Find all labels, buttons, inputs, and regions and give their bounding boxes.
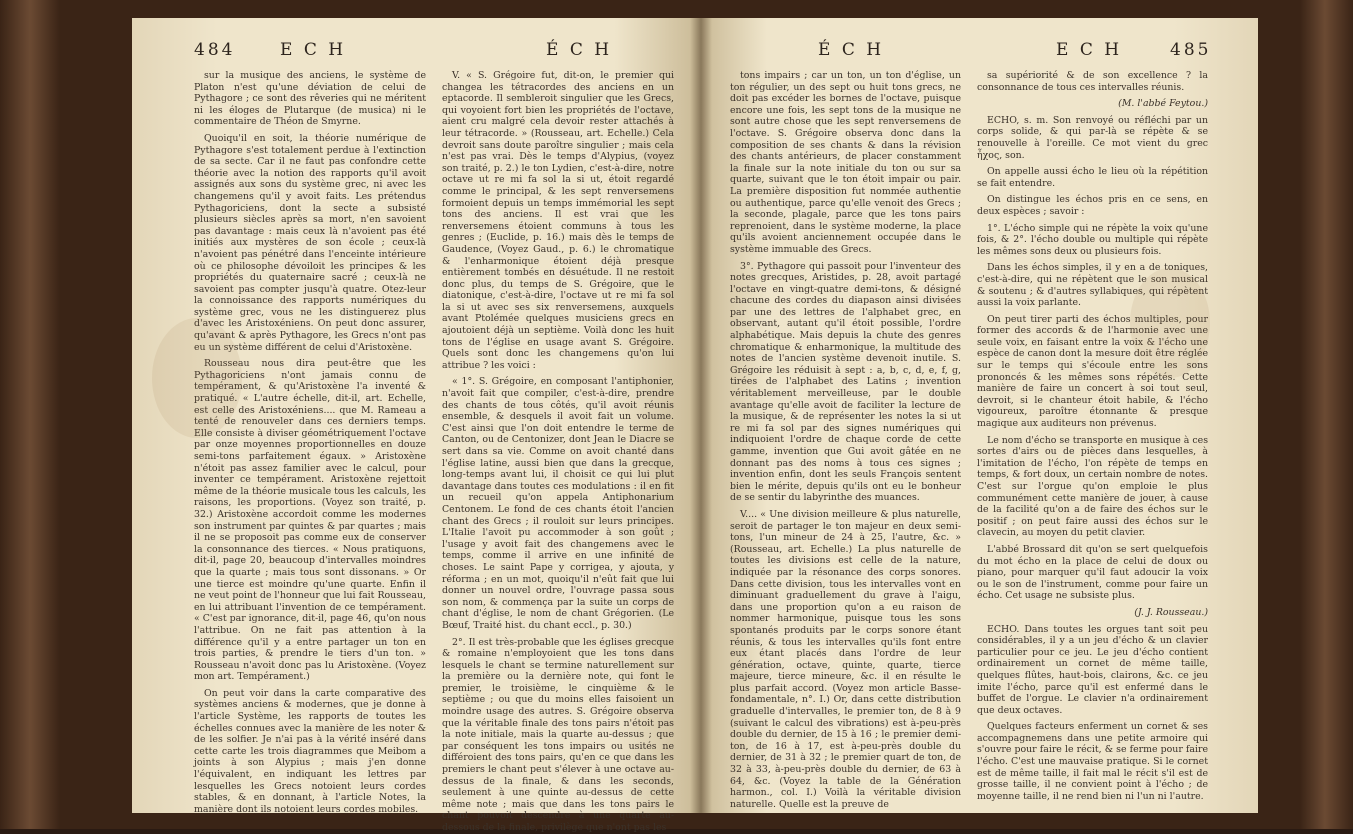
paragraph: Rousseau nous dira peut-être que les Pythagoriciens n'ont jamais connu de tempérament, & qu'Aristoxène l'a inventé & pratiqué. « L'autre échelle, dit-il, art. Echelle, est celle des Aristoxéniens.... que M. Rameau a tenté de renouveler dans ces derniers temps. Elle consiste à diviser géométriquement l'octave par onze moyennes proportionnelles en douze semi-tons parfaitement égaux. » Aristoxène n'étoit pas assez familier avec le calcul, pour inventer ce tempérament. Aristoxène rejettoit même de la théorie musicale tous les calculs, les raisons, les proportions. (Voyez son traité, p. 32.) Aristoxène accordoit comme les modernes son instrument par quintes & par quartes ; mais il ne se proposoit pas comme eux de conserver la consonnance des tierces. « Nous pratiquons, dit-il, page 20, beaucoup d'intervalles moindres que la quarte ; mais tous sont dissonans. » Or une tierce est moindre qu'une quarte. Enfin il ne veut point de l'honneur que lui fait Rousseau, en lui attribuant l'invention de ce tempérament. « C'est par ignorance, dit-il, page 46, qu'on nous l'attribue. On ne fait pas attention à la différence qu'il y a entre partager un ton en trois parties, & prendre le tiers d'un ton. » Rousseau n'avoit donc pas lu Aristoxène. (Voyez mon art. Tempérament.) [194,358,426,683]
paragraph: 3°. Pythagore qui passoit pour l'inventeur des notes grecques, Aristides, p. 28, avoit partagé l'octave en vingt-quatre demi-tons, & désigné chacune des cordes du diapason ainsi divisées par une des lettres de l'alphabet grec, en observant, autant qu'il étoit possible, l'ordre alphabétique. Mais depuis la chute des genres chromatique & enharmonique, la multitude des notes de l'ancien système devenoit inutile. S. Grégoire les réduisit à sept : a, b, c, d, e, f, g, tirées de l'alphabet des Latins ; invention véritablement merveilleuse, par le double avantage qu'elle avoit de faciliter la lecture de la musique, & de représenter les notes la si ut re mi fa sol par des signes numériques qui indiquoient l'ordre de chaque corde de cette gamme, invention que Gui avoit gâtée en ne donnant pas des noms à tous ces signes ; invention enfin, dont les seuls François sentent bien le mérite, depuis qu'ils ont eu le bonheur de se sentir du labyrinthe des muances. [730,260,961,504]
book-gutter [690,18,712,813]
paper-stain [152,318,242,438]
column-1 [730,70,961,810]
paragraph: Dans les échos simples, il y en a de toniques, c'est-à-dire, qui ne répètent que le son musical & soutenu ; & d'autres syllabiques, qui répètent aussi la voix parlante. [977,262,1208,309]
page-number: 485 [1170,40,1212,60]
paper-stain [1130,268,1210,378]
text-columns [730,70,1208,810]
paragraph: sa supériorité & de son excellence ? la consonnance de tous ces intervalles réunis. [977,70,1208,93]
author-signature: (J. J. Rousseau.) [1134,606,1208,618]
paragraph: Quelques facteurs enferment un cornet & ses accompagnemens dans une petite armoire qui s'ouvre pour faire le récit, & se ferme pour faire l'écho. C'est une mauvaise pratique. Si le cornet est de même taille, il fait mal le récit s'il est de grosse taille, il ne convient point à l'écho ; de moyenne taille, il ne rend bien ni l'un ni l'autre. [977,721,1208,802]
paragraph: tons impairs ; car un ton, un ton d'église, un ton régulier, un des sept ou huit tons grecs, ne doit pas excéder les bornes de l'octave, puisque encore une fois, les sept tons de la musique ne sont autre chose que les sept renversemens de l'octave. S. Grégoire observa donc dans la composition de ses chants & dans la révision des chants antérieurs, de placer constamment la finale sur la note initiale du ton ou sur sa quarte, suivant que le ton étoit impair ou pair. La première disposition fut nommée authentie ou authentique, parce qu'elle venoit des Grecs ; la seconde, plagale, parce que les tons pairs reprenoient, dans le système moderne, la place qu'ils avoient anciennement occupée dans le système immuable des Grecs. [730,70,961,255]
entry-heading-echo: ECHO, s. m. Son renvoyé ou réfléchi par un corps solide, & qui par-là se répète & se renouvelle à l'oreille. Ce mot vient du grec ἦχος, son. [977,114,1208,161]
paragraph: On distingue les échos pris en ce sens, en deux espèces ; savoir : [977,194,1208,217]
running-head-left: E C H [280,40,347,60]
left-page [132,18,700,833]
running-head-right: E C H [1056,40,1123,60]
paragraph: On appelle aussi écho le lieu où la répétition se fait entendre. [977,166,1208,189]
paragraph: Le nom d'écho se transporte en musique à ces sortes d'airs ou de pièces dans lesquelles, à l'imitation de l'écho, l'on répète de temps en temps, & fort doux, un certain nombre de notes. C'est sur l'orgue qu'on emploie le plus communément cette manière de jouer, à cause de la facilité qu'on a de faire des échos sur le positif ; on peut faire aussi des échos sur le clavecin, au moyen du petit clavier. [977,434,1208,539]
paragraph: L'abbé Brossard dit qu'on se sert quelquefois du mot écho en la place de celui de doux ou piano, pour marquer qu'il faut adoucir la voix ou le son de l'instrument, comme pour faire un écho. Cet usage ne subsiste plus. [977,543,1208,602]
running-head-right: É C H [546,40,613,60]
paragraph: On peut voir dans la carte comparative des systèmes anciens & modernes, que je donne à l'article Système, les rapports de toutes les échelles connues avec la manière de les noter & de les solfier. Je n'ai pas à la vérité inséré dans cette carte les trois diagrammes que Meibom a joints à son Alypius ; mais j'en donne l'équivalent, en indiquant les lettres par lesquelles les Grecs notoient leurs cordes stables, & en donnant, à l'article Notes, la manière dont ils notoient leurs cordes mobiles. [194,687,426,815]
right-page [700,18,1258,813]
paragraph: 2°. Il est très-probable que les églises grecque & romaine n'employoient que les tons dans lesquels le chant se termine naturellement sur la première ou la dernière note, qui font le premier, le troisième, le cinquième & le septième ; ou que du moins elles faisoient un moindre usage des autres. S. Grégoire observa que la véritable finale des tons pairs n'étoit pas la note initiale, mais la quarte au-dessus ; que par conséquent les tons impairs ou usités ne différoient des tons pairs, qu'en ce que dans les premiers le chant peut s'élever à une octave au-dessus de la finale, & dans les seconds, seulement à une quinte au-dessus de cette même note ; mais que dans les tons pairs le chant pouvoit descendre à une quarte au-dessous de la finale, privilège que n'ont pas les [442,636,674,833]
text-columns [194,70,674,833]
paragraph: Quoiqu'il en soit, la théorie numérique de Pythagore s'est totalement perdue à l'extinction de sa secte. Car il ne faut pas confondre cette théorie avec la notion des rapports qu'il avoit assignés aux sons du système grec, ni avec les changemens qu'il y avoit faits. Les prétendus Pythagoriciens, dont la secte a subsisté plusieurs siècles après sa mort, n'en savoient pas davantage : mais ceux là n'avoient pas été initiés aux mystères de son école ; ceux-là n'avoient pas pénétré dans l'enceinte intérieure où ce philosophe dévoiloit les principes & les propriétés du quaternaire sacré ; ceux-là ne savoient pas compter jusqu'à quatre. Otez-leur la connoissance des rapports numériques du système grec, vous ne les distinguerez plus d'avec les Aristoxéniens. On peut donc assurer, qu'avant & après Pythagore, les Grecs n'ont pas eu un système différent de celui d'Aristoxène. [194,132,426,353]
paragraph: ECHO. Dans toutes les orgues tant soit peu considérables, il y a un jeu d'écho & un clavier particulier pour ce jeu. Le jeu d'écho contient ordinairement un cornet de même taille, quelques flûtes, haut-bois, clairons, &c. ce jeu imite l'écho, parce qu'il est enfermé dans le buffet de l'orgue. Le clavier n'a ordinairement que deux octaves. [977,623,1208,716]
author-signature: (M. l'abbé Feytou.) [1118,98,1208,110]
paragraph: 1°. L'écho simple qui ne répète la voix qu'une fois, & 2°. l'écho double ou multiple qui répète les mêmes sons deux ou plusieurs fois. [977,222,1208,257]
paragraph: sur la musique des anciens, le système de Platon n'est qu'une déviation de celui de Pythagore ; ce sont des rêveries qui ne méritent ni les éloges de Plutarque (de musica) ni le commentaire de Théon de Smyrne. [194,70,426,128]
paragraph: V.... « Une division meilleure & plus naturelle, seroit de partager le ton majeur en deux semi-tons, l'un mineur de 24 à 25, l'autre, &c. » (Rousseau, art. Echelle.) La plus naturelle de toutes les divisions est celle de la nature, indiquée par la résonance des corps sonores. Dans cette division, tous les intervalles vont en diminuant graduellement du grave à l'aigu, dans une proportion qu'on a eu raison de nommer harmonique, puisque tous les sons spontanés produits par le corps sonore étant réunis, & tous les intervalles qu'ils font entre eux étant placés dans l'ordre de leur génération, octave, quinte, quarte, tierce majeure, tierce mineure, &c. il en résulte le plus parfait accord. (Voyez mon article Basse-fondamentale, n°. I.) Or, dans cette distribution graduelle d'intervalles, le premier ton, de 8 à 9 (suivant le calcul des vibrations) est à-peu-près double du dernier, de 15 à 16 ; le premier demi-ton, de 16 à 17, est à-peu-près double du dernier, de 31 à 32 ; le premier quart de ton, de 32 à 33, à-peu-près double du dernier, de 63 à 64, &c. (Voyez la table de la Génération harmon., col. I.) Voilà la véritable division naturelle. Quelle est la preuve de [730,508,961,810]
running-head-left: É C H [818,40,885,60]
page-number: 484 [194,40,236,60]
paragraph: On peut tirer parti des échos multiples, pour former des accords & de l'harmonie avec une seule voix, en faisant entre la voix & l'écho une espèce de canon dont la mesure doit être réglée sur le temps qui s'écoule entre les sons prononcés & les mêmes sons répétés. Cette manière de faire un concert à soi tout seul, devroit, si le chanteur étoit habile, & l'écho vigoureux, paroître étonnante & presque magique aux auditeurs non prévenus. [977,313,1208,430]
paragraph: « 1°. S. Grégoire, en composant l'antiphonier, n'avoit fait que compiler, c'est-à-dire, prendre des chants de tous côtés, qu'il avoit réunis ensemble, & desquels il avoit fait un volume. C'est ainsi que l'on doit entendre le terme de Canton, ou de Centonizer, dont Jean le Diacre se sert dans sa vie. Comme on avoit chanté dans l'église latine, aussi bien que dans la grecque, long-temps avant lui, il choisit ce qui lui plut davantage dans toutes ces modulations : il en fit un recueil qu'on appela Antiphonarium Centonem. Le fond de ces chants étoit l'ancien chant des Grecs ; il rouloit sur leurs principes. L'Italie l'avoit pu accommoder à son goût ; l'usage y avoit fait des changemens avec le temps, comme il arrive en une infinité de choses. Le saint Pape y corrigea, y ajouta, y réforma ; en un mot, quoiqu'il n'eût fait que lui donner un nouvel ordre, l'ouvrage passa sous son nom, & commença par la suite un corps de chant d'église, le nom de chant Grégorien. (Le Bœuf, Traité hist. du chant eccl., p. 30.) [442,376,674,631]
column-2 [977,70,1208,803]
column-1 [194,70,426,815]
paragraph: V. « S. Grégoire fut, dit-on, le premier qui changea les tétracordes des anciens en un eptacorde. Il sembleroit singulier que les Grecs, qui voyoient fort bien les propriétés de l'octave, aient cru malgré cela devoir rester attachés à leur tétracorde. » (Rousseau, art. Echelle.) Cela devroit sans doute paroître singulier ; mais cela n'est pas vrai. Dès le temps d'Alypius, (voyez son traité, p. 2.) le ton Lydien, c'est-à-dire, notre octave ut re mi fa sol la si ut, étoit regardé comme le principal, & les sept renversemens formoient depuis un temps immémorial les sept tons des anciens. Il est vrai que les renversemens étoient communs à tous les genres ; (Euclide, p. 16.) mais dès le temps de Gaudence, (Voyez Gaud., p. 6.) le chromatique & l'enharmonique étoient déjà presque entièrement tombés en désuétude. Il ne restoit donc plus, du temps de S. Grégoire, que le diatonique, c'est-à-dire, l'octave ut re mi fa sol la si ut avec ses six renversemens, auxquels avant Ptolémée quelques musiciens grecs en ajoutoient déjà un septième. Voilà donc les huit tons de l'église en usage avant S. Grégoire. Quels sont donc les changemens qu'on lui attribue ? les voici : [442,70,674,371]
column-2 [442,70,674,833]
